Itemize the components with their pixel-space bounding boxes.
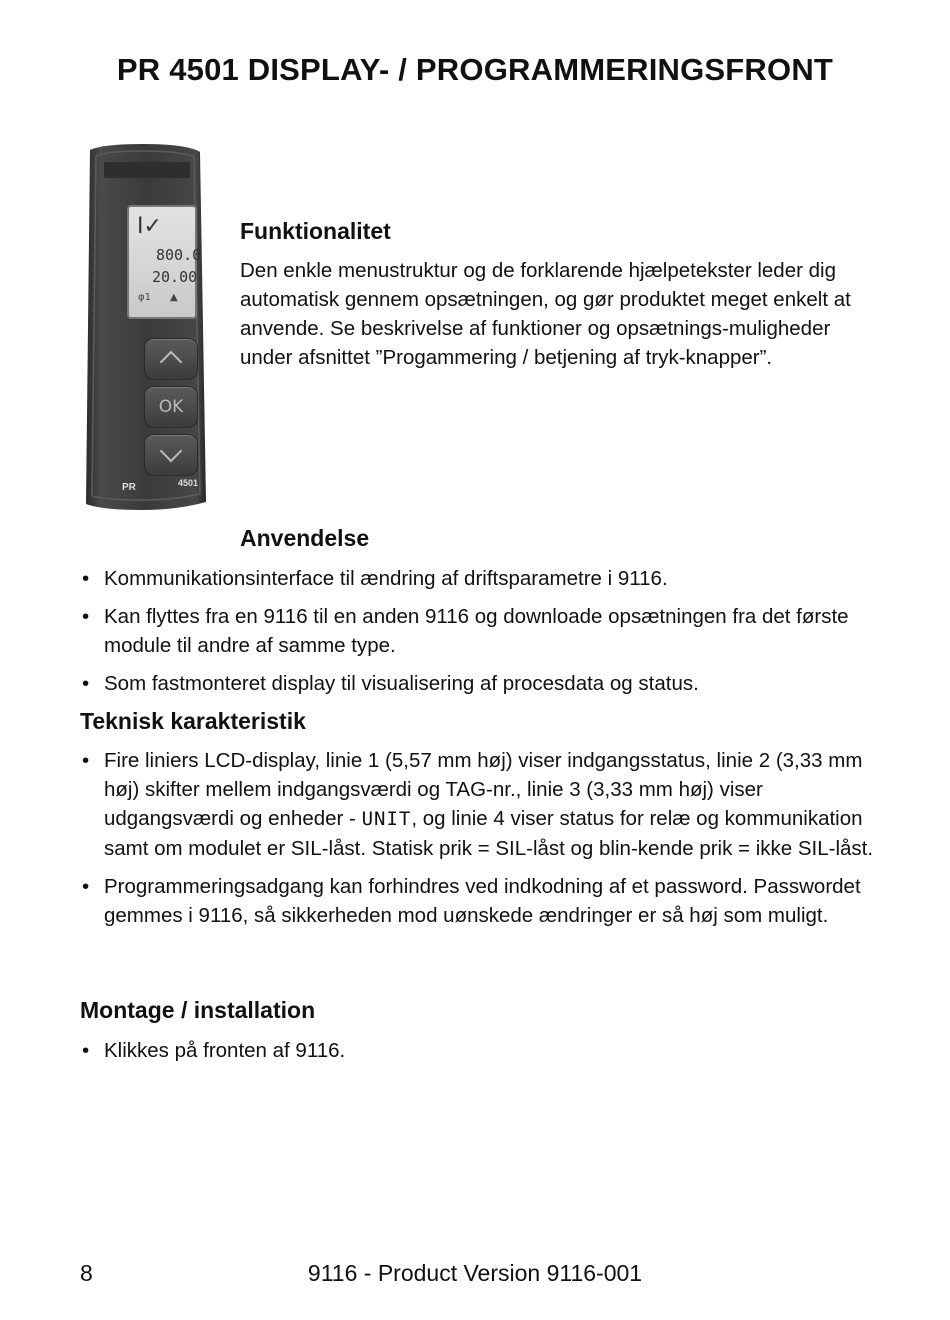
list-item: • Kommunikationsinterface til ændring af driftsparametre i 9116. [80,564,880,593]
unit-lcd-text: UNIT [361,808,412,830]
lcd-check-icon: I✓ [137,214,162,239]
lcd-status-icons: φ1 ▲ [138,292,178,303]
funktionalitet-heading: Funktionalitet [240,218,391,244]
chevron-down-icon [160,440,183,463]
up-button[interactable] [144,338,198,380]
anvendelse-heading: Anvendelse [240,525,370,551]
montage-heading: Montage / installation [80,997,316,1023]
page-number: 8 [80,1260,93,1286]
teknisk-item1-part1: Fire liniers LCD-display, linie 1 (5,57 mm høj) viser indgangsstatus, linie 2 (3,33 mm høj) skifter mellem indgangsværdi og TAG-nr., linie 3 (3,33 mm høj) viser udgangsværdi og enheder - [104,749,863,830]
list-item: • Kan flyttes fra en 9116 til en anden 9116 og downloade opsætningen fra det første module til andre af samme type. [80,602,880,660]
list-item [80,746,880,863]
ok-button[interactable] [144,386,198,428]
anvendelse-list [80,564,880,707]
device-brand: PR [122,482,136,493]
montage-list [80,1036,880,1074]
footer-text: 9116 - Product Version 9116-001 [307,1260,643,1286]
list-item: • Programmeringsadgang kan forhindres ved indkodning af et password. Passwordet gemmes i 9116, så sikkerheden mod uønskede ændringer er så høj som muligt. [80,872,880,930]
list-item: • Som fastmonteret display til visualisering af procesdata og status. [80,669,880,698]
chevron-up-icon [160,351,183,374]
teknisk-list [80,746,880,939]
list-item: • Klikkes på fronten af 9116. [80,1036,880,1065]
lcd-line2: 800.0 [156,246,202,264]
pr4501-device-image [82,142,212,519]
page-title: PR 4501 DISPLAY- / PROGRAMMERINGSFRONT [116,52,834,87]
teknisk-item1-part2: , og linie 4 viser status for relæ og kommunikation samt om modulet er SIL-låst. Statisk prik = SIL-låst og blin-kende prik = ikke SIL-låst. [104,807,874,860]
down-button[interactable] [144,434,198,476]
device-model: 4501 [178,478,199,488]
ok-button-label: OK [158,397,184,417]
teknisk-heading: Teknisk karakteristik [80,708,306,734]
lcd-line3: 20.00 [152,268,198,286]
funktionalitet-text: Den enkle menustruktur og de forklarende hjælpetekster leder dig automatisk gennem opsætningen, og gør produktet meget enkelt at anvende. Se beskrivelse af funktioner og opsætnings-muligheder under afsnittet ”Progammering / betjening af tryk-knapper”. [240,259,851,369]
